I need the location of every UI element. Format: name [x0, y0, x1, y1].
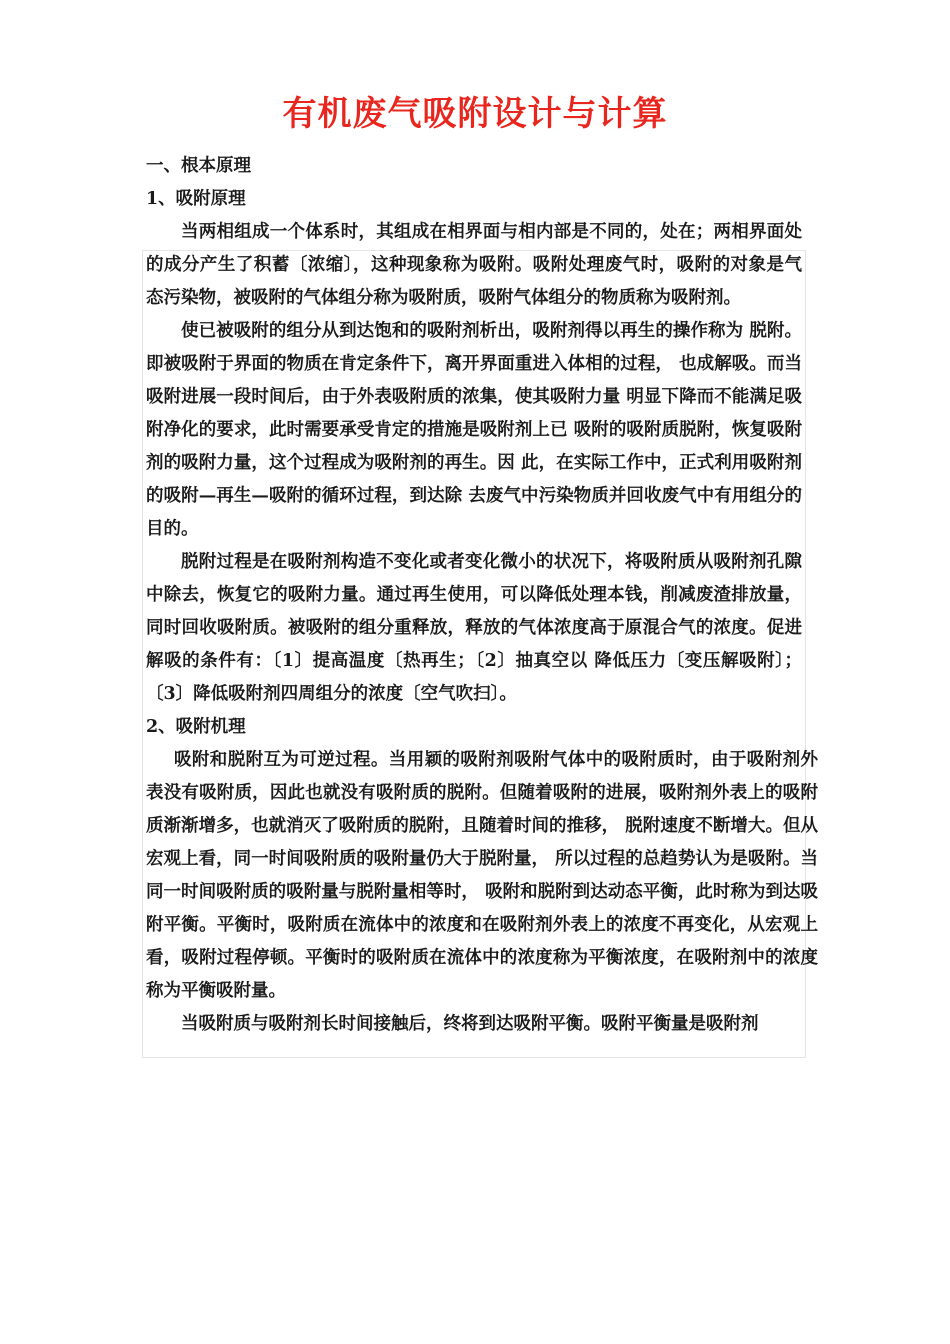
paragraph-equilibrium-continued: 当吸附质与吸附剂长时间接触后，终将到达吸附平衡。吸附平衡量是吸附剂 — [181, 1014, 759, 1034]
document-body — [146, 150, 818, 1041]
document-title: 有机废气吸附设计与计算 — [282, 94, 668, 134]
paragraph-adsorption-equilibrium: 吸附和脱附互为可逆过程。当用颖的吸附剂吸附气体中的吸附质时，由于吸附剂外表没有吸附质，因此也就没有吸附质的脱附。但随着吸附的进展，吸附剂外表上的吸附质渐渐增多，也就消灭了吸附质的脱附，且随着时间的推移， 脱附速度不断增大。但从宏观上看，同一时间吸附质的吸附量仍大于脱附量， 所以过程的总趋势认为是吸附。当同一时间吸附质的吸附量与脱附量相等时， 吸附和脱附到达动态平衡，此时称为到达吸附平衡。平衡时，吸附质在流体中的浓度和在吸附剂外表上的浓度不再变化，从宏观上看，吸附过程停顿。平衡时的吸附质在流体中的浓度称为平衡浓度，在吸附剂中的浓度称为平衡吸附量。 — [146, 750, 818, 1001]
paragraph-desorption-conditions: 脱附过程是在吸附剂构造不变化或者变化微小的状况下，将吸附质从吸附剂孔隙中除去，恢复它的吸附力量。通过再生使用，可以降低处理本钱，削减废渣排放量，同时回收吸附质。被吸附的组分重释放，释放的气体浓度高于原混合气的浓度。促进解吸的条件有：〔1〕提高温度〔热再生；〔2〕抽真空以 降低压力〔变压解吸附〕；〔3〕降低吸附剂四周组分的浓度〔空气吹扫〕。 — [146, 552, 802, 704]
subsection-heading-adsorption-principle: 1、吸附原理 — [146, 189, 246, 209]
paragraph-adsorption-definition: 当两相组成一个体系时，其组成在相界面与相内部是不同的，处在；两相界面处的成分产生了积蓄〔浓缩〕，这种现象称为吸附。吸附处理废气时，吸附的对象是气态污染物，被吸附的气体组分称为吸附质，吸附气体组分的物质称为吸附剂。 — [146, 222, 802, 308]
subsection-heading-adsorption-mechanism: 2、吸附机理 — [146, 717, 246, 737]
paragraph-desorption-regeneration: 使已被吸附的组分从到达饱和的吸附剂析出，吸附剂得以再生的操作称为 脱附。即被吸附于界面的物质在肯定条件下，离开界面重进入体相的过程， 也成解吸。而当吸附进展一段时间后，由于外表吸附质的浓集，使其吸附力量 明显下降而不能满足吸附净化的要求，此时需要承受肯定的措施是吸附剂上已 吸附的吸附质脱附，恢复吸附剂的吸附力量，这个过程成为吸附剂的再生。因 此，在实际工作中，正式利用吸附剂的吸附—再生—吸附的循环过程，到达除 去废气中污染物质并回收废气中有用组分的目的。 — [146, 321, 802, 539]
section-heading-basic-principles: 一、根本原理 — [146, 156, 251, 176]
